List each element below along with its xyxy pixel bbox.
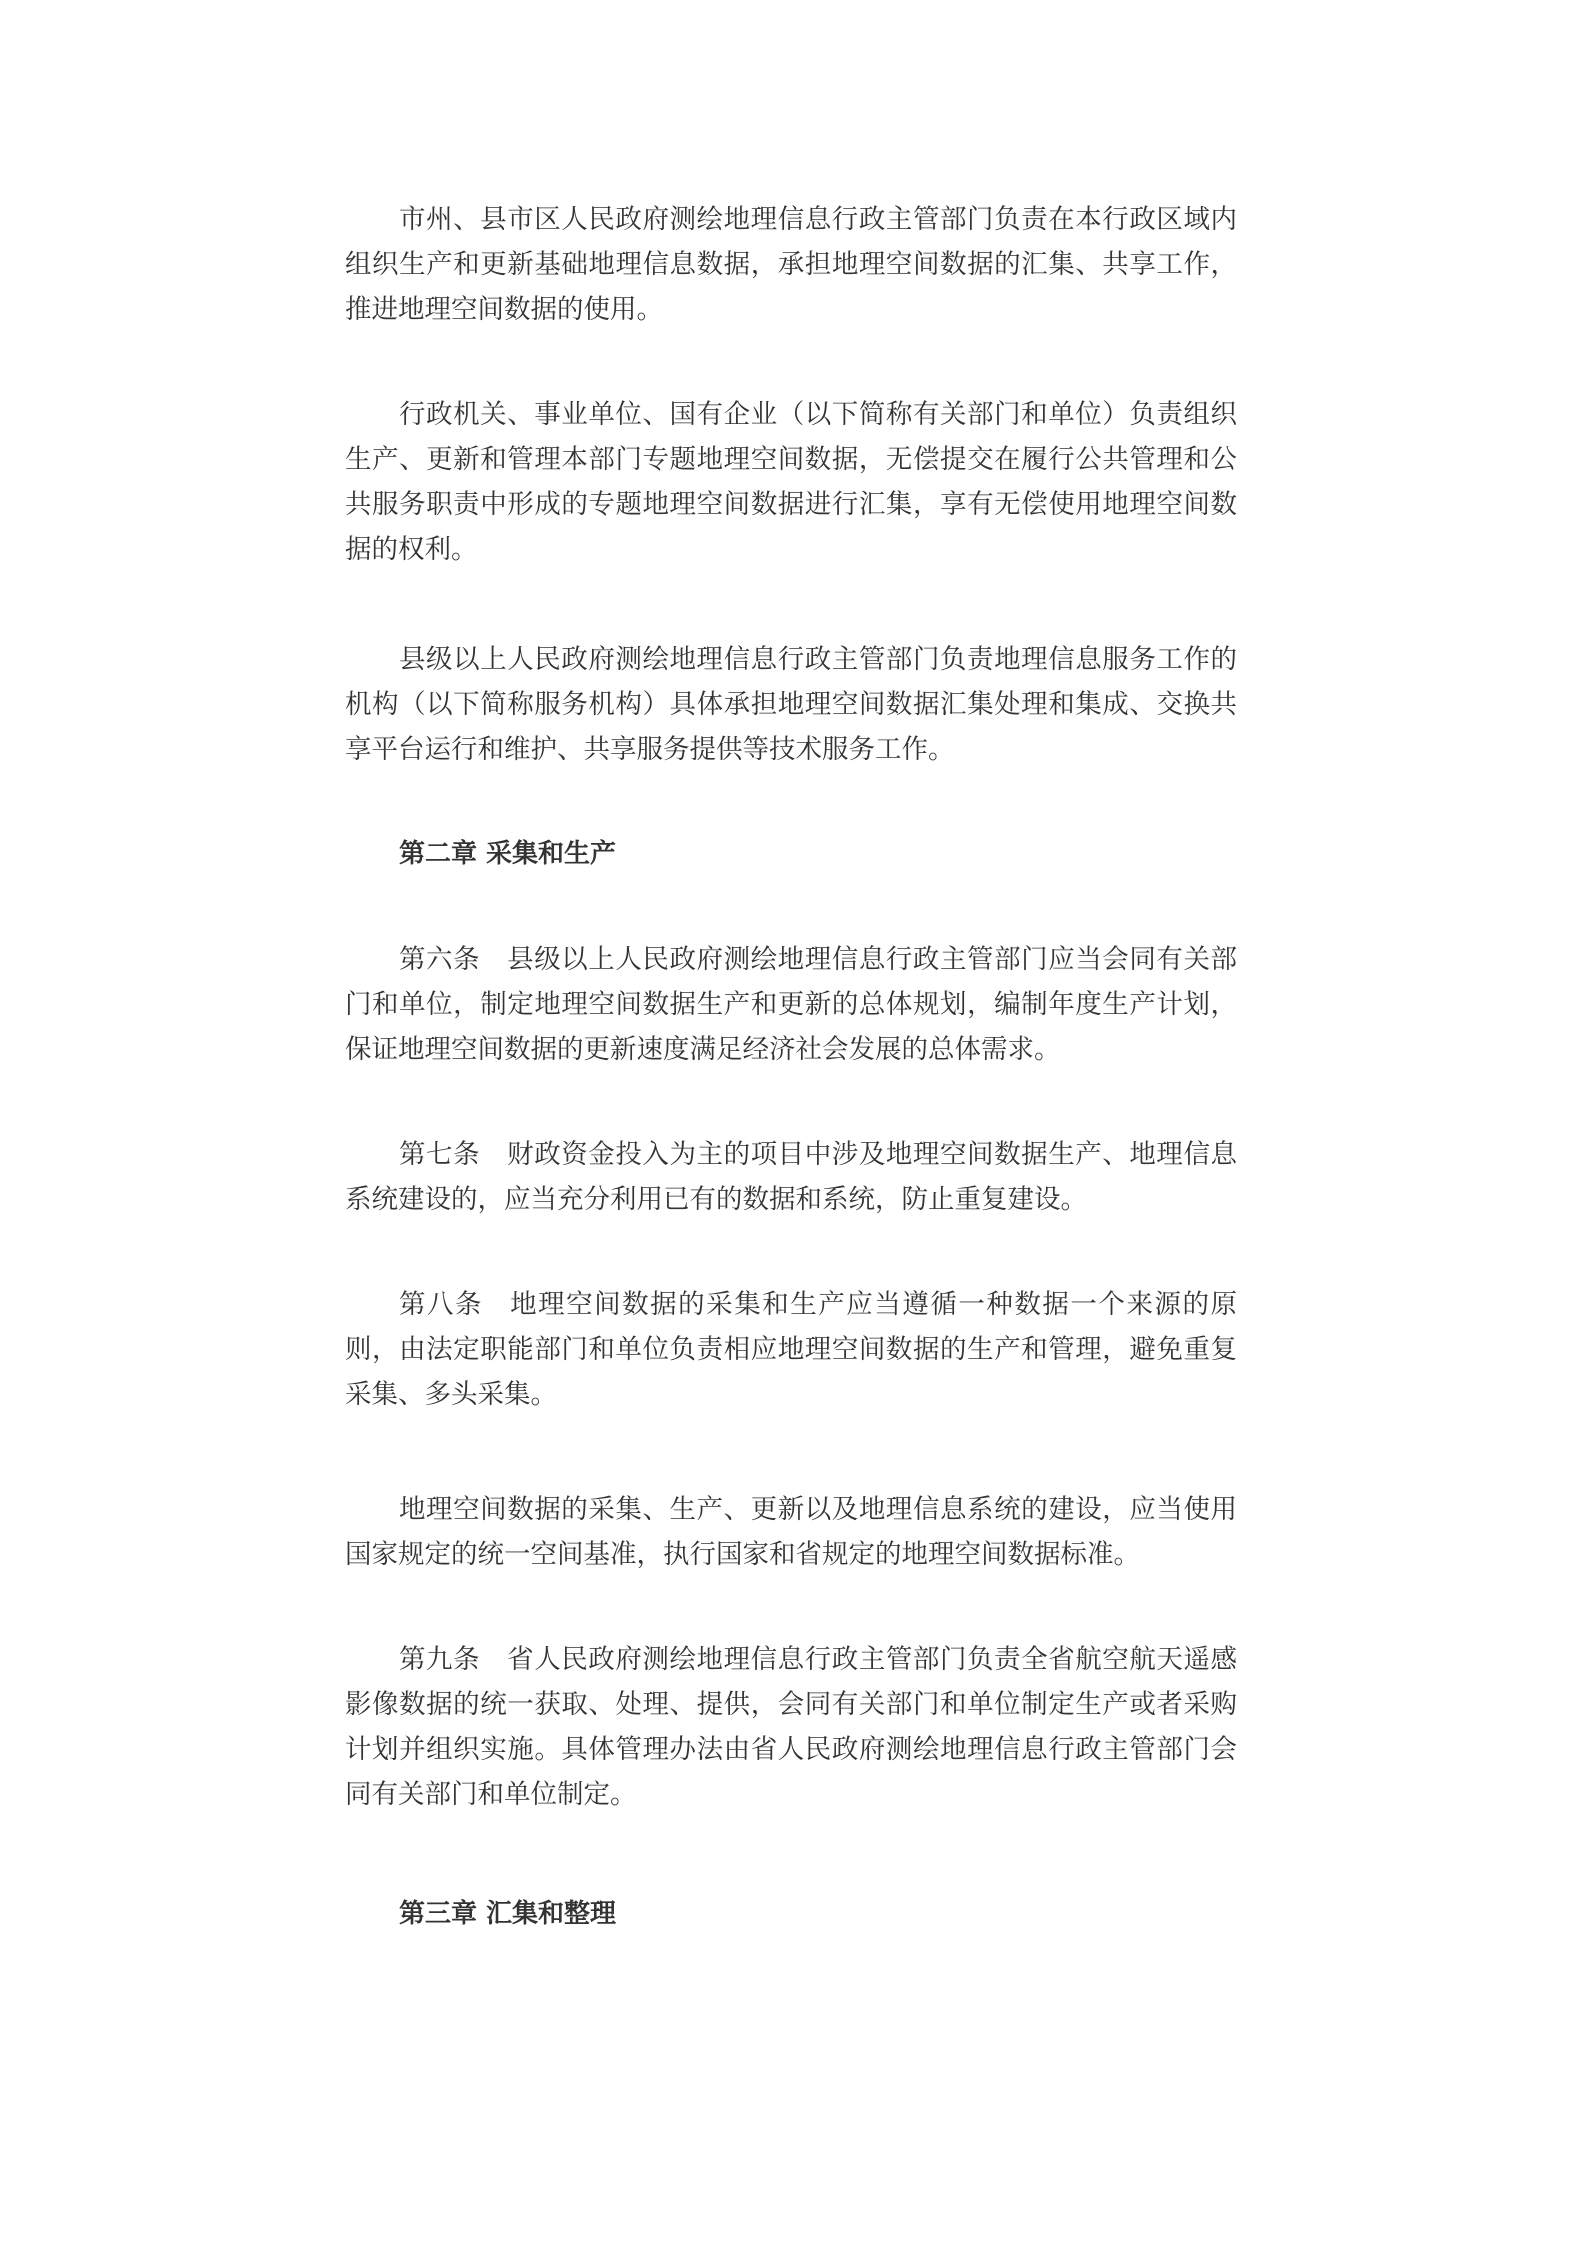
- chapter-heading-3: 第三章 汇集和整理: [399, 1899, 617, 1929]
- article-8: [345, 1282, 1237, 1417]
- article-6: [345, 937, 1237, 1072]
- paragraph-text: 县级以上人民政府测绘地理信息行政主管部门负责地理信息服务工作的机构（以下简称服务机构）具体承担地理空间数据汇集处理和集成、交换共享平台运行和维护、共享服务提供等技术服务工作。: [345, 644, 1237, 765]
- paragraph-text: 市州、县市区人民政府测绘地理信息行政主管部门负责在本行政区域内组织生产和更新基础地理信息数据，承担地理空间数据的汇集、共享工作，推进地理空间数据的使用。: [345, 204, 1237, 325]
- article-7: [345, 1132, 1237, 1222]
- article-label: 第六条: [399, 944, 481, 975]
- article-9: [345, 1637, 1237, 1817]
- chapter-heading-2: 第二章 采集和生产: [399, 839, 617, 869]
- article-text: 省人民政府测绘地理信息行政主管部门负责全省航空航天遥感影像数据的统一获取、处理、提供，会同有关部门和单位制定生产或者采购计划并组织实施。具体管理办法由省人民政府测绘地理信息行政主管部门会同有关部门和单位制定。: [345, 1644, 1238, 1810]
- paragraph-city-county-duties: [345, 197, 1237, 332]
- article-text: 地理空间数据的采集和生产应当遵循一种数据一个来源的原则，由法定职能部门和单位负责相应地理空间数据的生产和管理，避免重复采集、多头采集。: [345, 1289, 1238, 1410]
- article-text: 县级以上人民政府测绘地理信息行政主管部门应当会同有关部门和单位，制定地理空间数据生产和更新的总体规划，编制年度生产计划，保证地理空间数据的更新速度满足经济社会发展的总体需求。: [345, 944, 1238, 1065]
- paragraph-agencies-duties: [345, 392, 1237, 572]
- paragraph-service-agency: [345, 637, 1237, 772]
- article-text: 财政资金投入为主的项目中涉及地理空间数据生产、地理信息系统建设的，应当充分利用已有的数据和系统，防止重复建设。: [345, 1139, 1238, 1215]
- paragraph-text: 行政机关、事业单位、国有企业（以下简称有关部门和单位）负责组织生产、更新和管理本部门专题地理空间数据，无偿提交在履行公共管理和公共服务职责中形成的专题地理空间数据进行汇集，享有无偿使用地理空间数据的权利。: [345, 399, 1237, 565]
- article-label: 第九条: [399, 1644, 481, 1675]
- paragraph-text: 地理空间数据的采集、生产、更新以及地理信息系统的建设，应当使用国家规定的统一空间基准，执行国家和省规定的地理空间数据标准。: [345, 1494, 1237, 1570]
- paragraph-spatial-standards: [345, 1487, 1237, 1577]
- article-label: 第八条: [399, 1289, 484, 1320]
- article-label: 第七条: [399, 1139, 481, 1170]
